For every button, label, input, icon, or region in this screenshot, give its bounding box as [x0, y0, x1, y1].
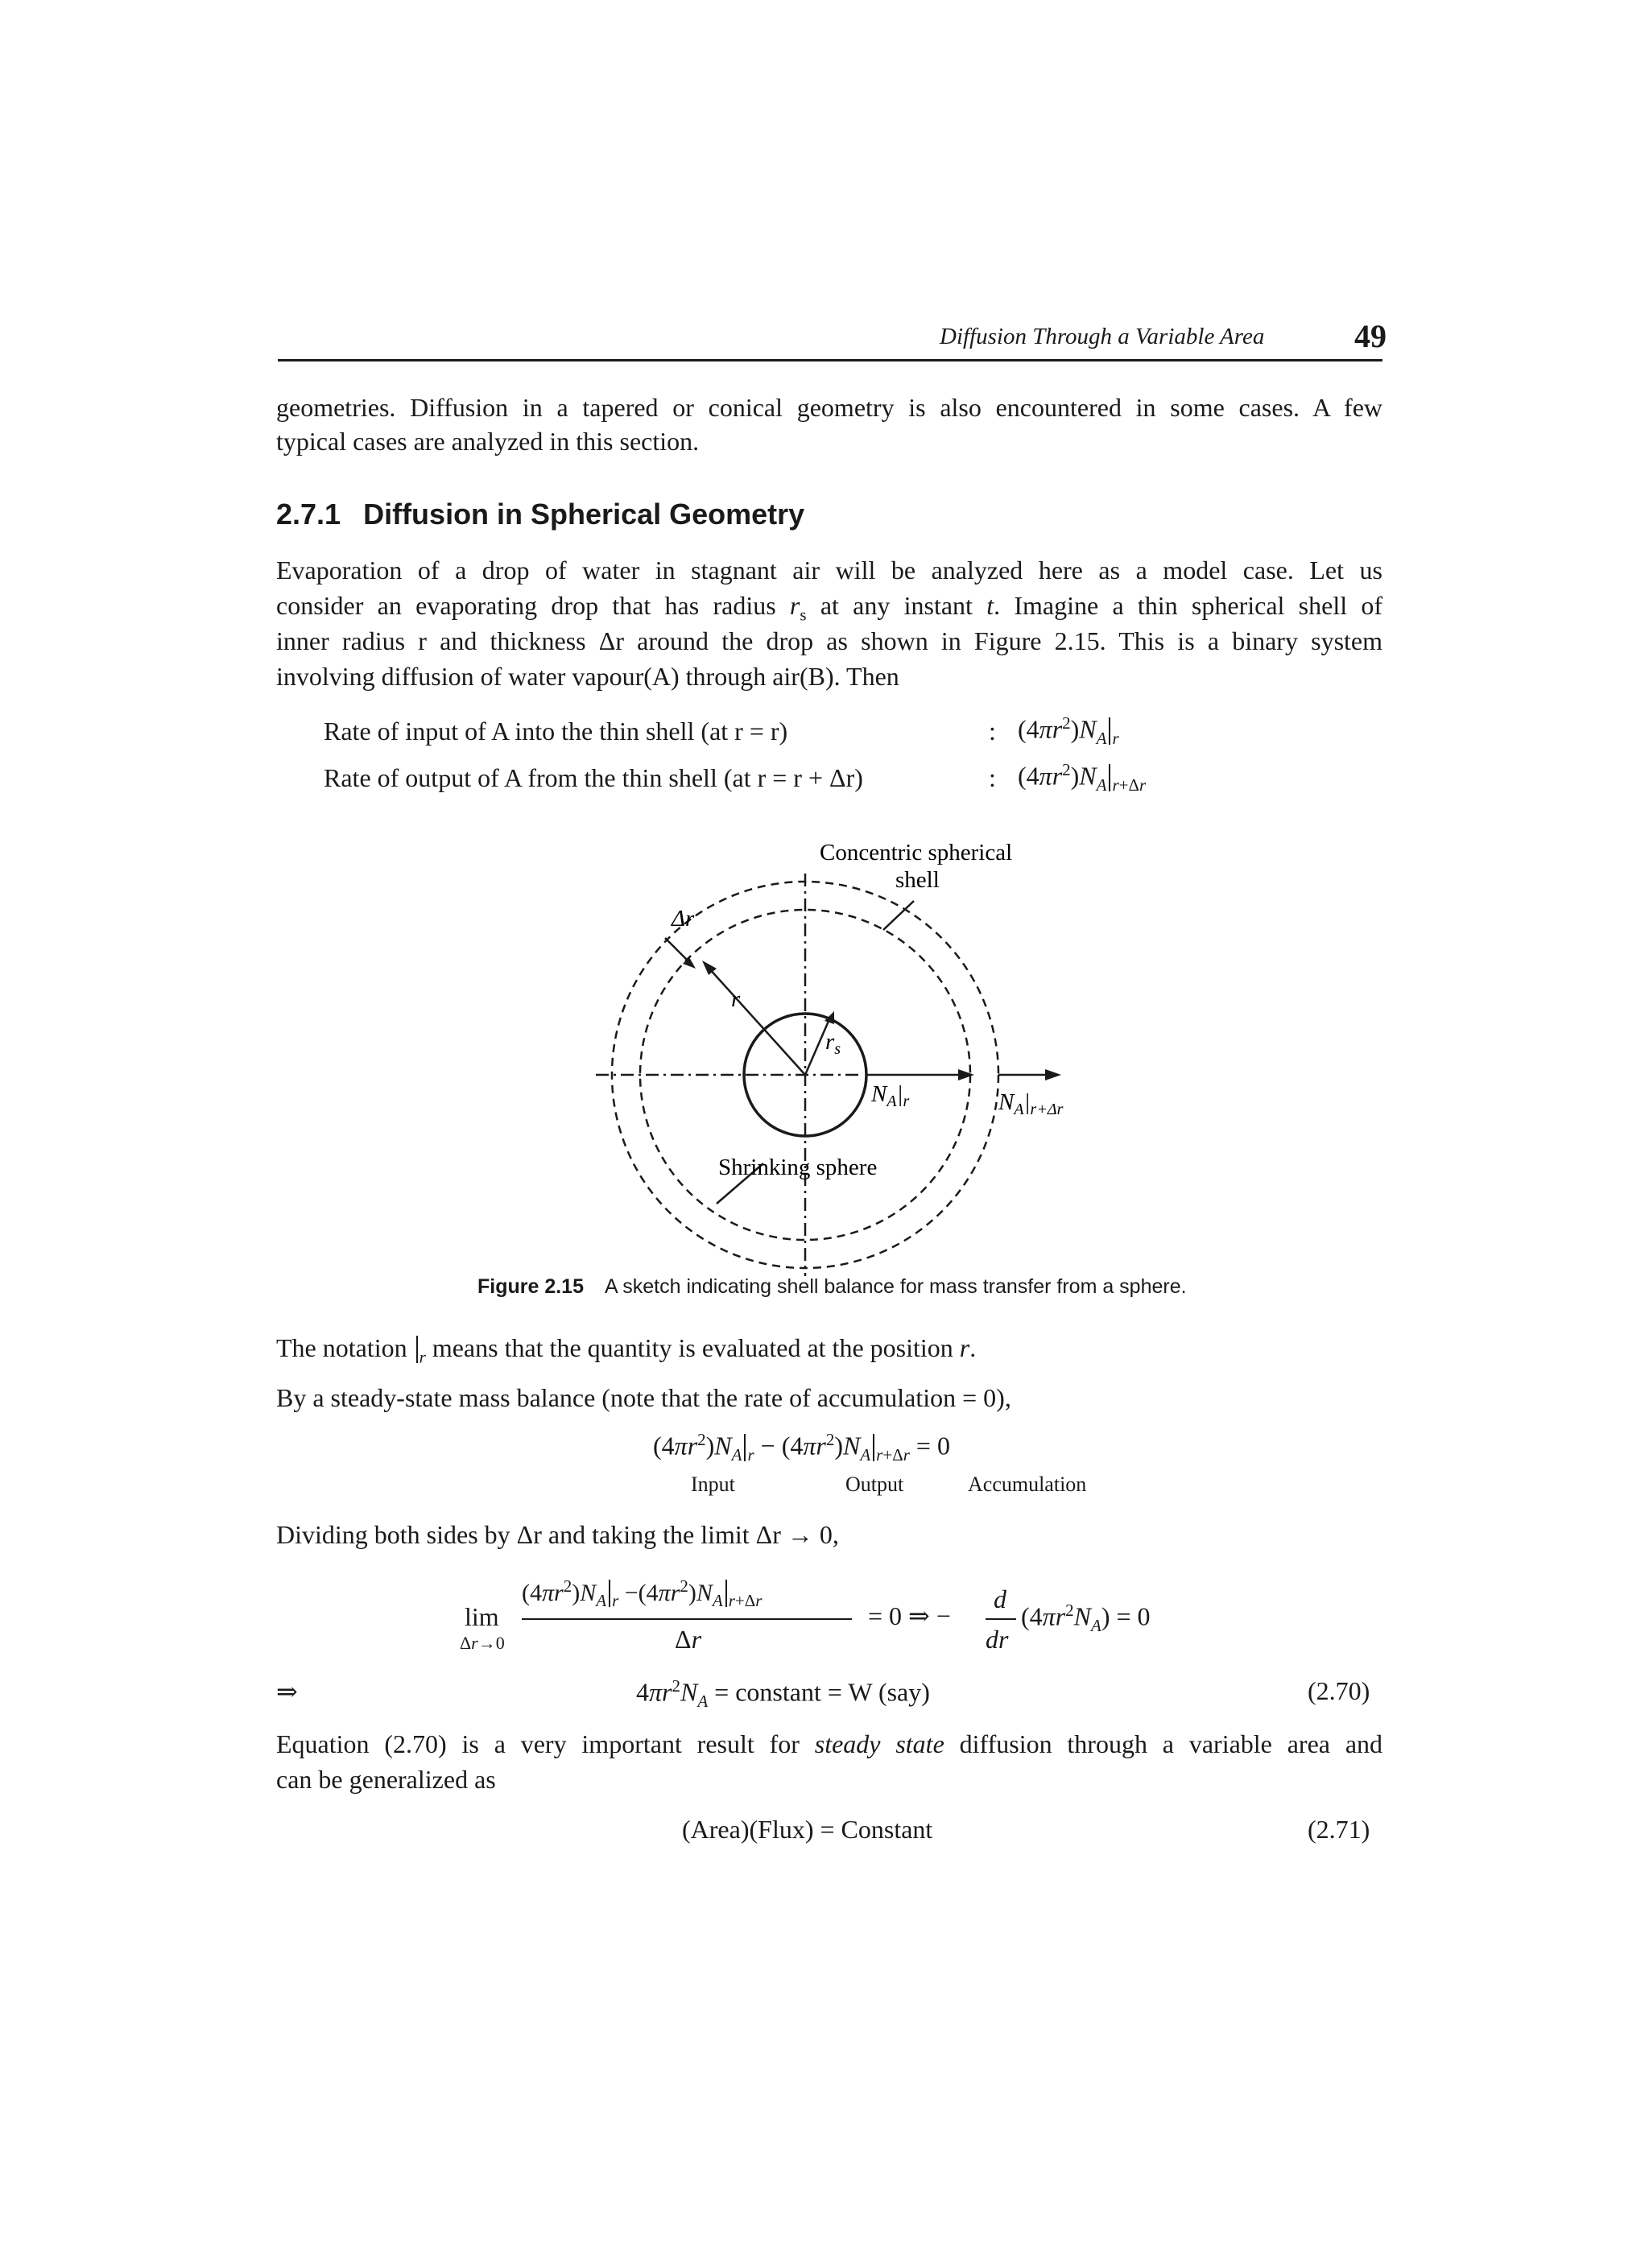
- limit-denominator: Δr: [675, 1625, 702, 1654]
- header-rule: [278, 359, 1382, 361]
- running-header-title: Diffusion Through a Variable Area: [940, 324, 1265, 349]
- implies-symbol: ⇒: [276, 1677, 298, 1706]
- intro-line-1: geometries. Diffusion in a tapered or conical geometry is also encountered in some cases. A few: [276, 393, 1382, 422]
- flux-arrowhead-outer: [1045, 1069, 1061, 1080]
- shell-leader: [883, 901, 914, 930]
- para2-line-1: Equation (2.70) is a very important result for steady state diffusion through a variable area and: [276, 1729, 1383, 1758]
- section-title: Diffusion in Spherical Geometry: [363, 498, 805, 531]
- section-heading: [276, 498, 804, 531]
- label-na-r: $N_A|_r$: [871, 1081, 910, 1110]
- section-number: 2.7.1: [276, 498, 341, 531]
- label-accumulation: Accumulation: [968, 1473, 1087, 1496]
- label-r: r: [731, 986, 741, 1012]
- limit-fraction-bar: [522, 1618, 852, 1620]
- para1-line-3: inner radius r and thickness Δr around the drop as shown in Figure 2.15. This is a binary system: [276, 626, 1382, 655]
- limit-numerator: $(4\pi r^2)N_A$ $_r -(4\pi r^2)N_A$ $_{r+\Delta r}$: [522, 1576, 763, 1610]
- rate-output-expression: $(4\pi r^2)N_A$ $_{r+\Delta r}$: [1018, 760, 1147, 795]
- label-output: Output: [845, 1473, 904, 1496]
- equation-2-70-number: (2.70): [1308, 1676, 1370, 1705]
- para2-line-2: can be generalized as: [276, 1765, 496, 1794]
- limit-subscript: Δr→0: [460, 1633, 505, 1653]
- page-number: 49: [1354, 318, 1387, 354]
- label-delta-r: Δr: [672, 906, 695, 932]
- balance-intro: By a steady-state mass balance (note that the rate of accumulation = 0),: [276, 1383, 1011, 1412]
- notation-line: The notation $_r$ means that the quantity is evaluated at the position r.: [276, 1333, 977, 1367]
- dividing-line: Dividing both sides by Δr and taking the limit Δr → 0,: [276, 1520, 839, 1549]
- para1-line-1: Evaporation of a drop of water in stagnant air will be analyzed here as a model case. Let us: [276, 556, 1382, 585]
- rate-input-colon: :: [989, 717, 996, 746]
- label-rs: $r_s$: [825, 1029, 841, 1058]
- intro-line-2: typical cases are analyzed in this section.: [276, 427, 700, 456]
- balance-equation: $(4\pi r^2)N_A$ $_r - (4\pi r^2)N_A$ $_{r+\Delta r}$ = 0: [653, 1430, 950, 1465]
- label-na-r-plus-dr: $N_A|_{r+\Delta r}$: [998, 1089, 1064, 1118]
- derivative-denominator: dr: [986, 1625, 1009, 1654]
- rate-output-colon: :: [989, 763, 996, 792]
- radius-r-line: [709, 968, 805, 1075]
- limit-result: = 0 ⇒ −: [868, 1601, 951, 1630]
- shell-balance-figure: [564, 833, 1079, 1276]
- derivative-numerator: d: [994, 1584, 1006, 1613]
- label-concentric: Concentric spherical: [820, 840, 1013, 865]
- limit-operator: lim: [465, 1602, 499, 1631]
- label-input: Input: [691, 1473, 735, 1496]
- rate-input-expression: $(4\pi r^2)N_A$ $_r$: [1018, 713, 1119, 749]
- rate-output-label: Rate of output of A from the thin shell (at r = r + Δr): [324, 763, 863, 792]
- label-shrinking-sphere: Shrinking sphere: [718, 1155, 878, 1180]
- figure-caption-label: Figure 2.15: [477, 1275, 584, 1298]
- figure-caption-text: A sketch indicating shell balance for mass transfer from a sphere.: [605, 1275, 1187, 1298]
- para1-line-4: involving diffusion of water vapour(A) through air(B). Then: [276, 662, 899, 691]
- equation-2-70: $4\pi r^2N_A$ = constant = W (say): [636, 1676, 930, 1712]
- equation-2-71-number: (2.71): [1308, 1815, 1370, 1844]
- flux-arrowhead-inner: [958, 1069, 974, 1080]
- para1-line-2: consider an evaporating drop that has radius $r_s$ at any instant t. Imagine a thin spherical shell of: [276, 591, 1383, 625]
- rate-input-label: Rate of input of A into the thin shell (at r = r): [324, 717, 788, 746]
- label-shell: shell: [895, 867, 940, 893]
- figure-caption: [477, 1275, 1187, 1299]
- derivative-expression: $(4\pi r^2N_A) = 0$: [1021, 1601, 1151, 1636]
- derivative-fraction-bar: [986, 1618, 1016, 1620]
- equation-2-71: (Area)(Flux) = Constant: [682, 1815, 933, 1844]
